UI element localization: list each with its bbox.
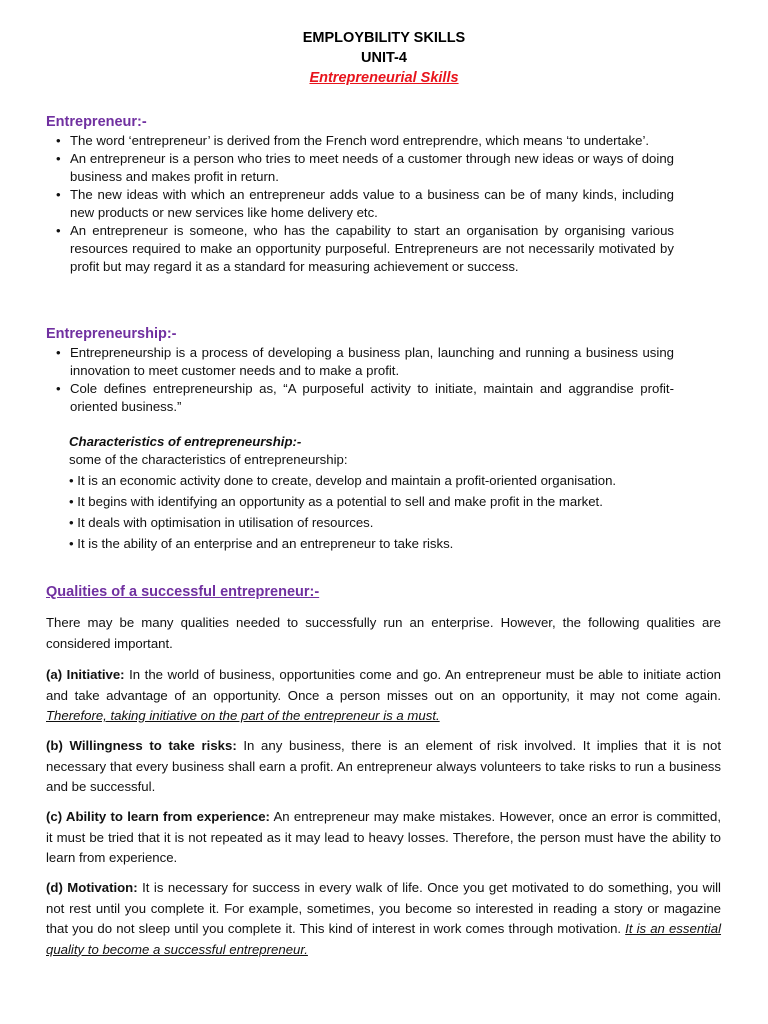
quality-label: (d) Motivation:	[46, 880, 138, 895]
list-item: • It begins with identifying an opportunity as a potential to sell and make profit in the market.	[69, 494, 603, 509]
list-item: • The word ‘entrepreneur’ is derived from the French word entreprendre, which means ‘to undertake’.	[52, 132, 674, 150]
quality-text: An entrepreneur may make mistakes. However, once an error is committed, it must be tried that it is not repeated as it may lead to heavy losses. Therefore, the person must have the ability to learn from experience.	[46, 809, 721, 865]
quality-text: It is necessary for success in every walk of life. Once you get motivated to do something, you will not rest until you complete it. For example, sometimes, you become so interested in reading a story or magazine that you do not sleep until you complete it. This kind of interest in work comes through motivation.	[46, 880, 721, 936]
quality-initiative	[46, 665, 721, 727]
characteristics-intro: some of the characteristics of entrepreneurship:	[69, 452, 348, 467]
quality-label: (c) Ability to learn from experience:	[46, 809, 270, 824]
quality-text: In any business, there is an element of risk involved. It implies that it is not necessary that every business shall earn a profit. An entrepreneur always volunteers to take risks to run a business and be successful.	[46, 738, 721, 794]
list-item: • An entrepreneur is a person who tries to meet needs of a customer through new ideas or ways of doing business and makes profit in return.	[52, 150, 674, 186]
list-item: • It is the ability of an enterprise and an entrepreneur to take risks.	[69, 536, 454, 551]
document-title: EMPLOYBILITY SKILLS	[302, 30, 466, 46]
entrepreneurship-bullet-list	[52, 344, 674, 416]
quality-risk-taking	[46, 736, 721, 798]
unit-label: UNIT-4	[361, 50, 407, 66]
list-item: • It deals with optimisation in utilisation of resources.	[69, 515, 374, 530]
quality-emphasis: Therefore, taking initiative on the part of the entrepreneur is a must.	[46, 708, 440, 723]
qualities-heading: Qualities of a successful entrepreneur:-	[46, 584, 320, 600]
quality-learning	[46, 807, 721, 869]
quality-emphasis: It is an essential quality to become a successful entrepreneur.	[46, 921, 722, 957]
document-subtitle: Entrepreneurial Skills	[309, 70, 459, 86]
characteristics-block	[69, 433, 675, 553]
entrepreneurship-heading: Entrepreneurship:-	[46, 326, 177, 342]
list-item: • Cole defines entrepreneurship as, “A purposeful activity to initiate, maintain and aggrandise profit-oriented business.”	[52, 380, 674, 416]
entrepreneur-heading: Entrepreneur:-	[46, 114, 147, 130]
quality-text: In the world of business, opportunities come and go. An entrepreneur must be able to initiate action and take advantage of an opportunity. Once a person misses out on an opportunity, it may not come again.	[46, 667, 721, 703]
list-item: • An entrepreneur is someone, who has the capability to start an organisation by organising various resources required to make an opportunity purposeful. Entrepreneurs are not necessarily motivated by profit but may regard it as a standard for measuring achievement or success.	[52, 222, 674, 276]
qualities-intro: There may be many qualities needed to successfully run an enterprise. However, the following qualities are considered important.	[46, 615, 721, 651]
entrepreneur-bullet-list	[52, 132, 674, 276]
quality-label: (a) Initiative:	[46, 667, 125, 682]
list-item: • The new ideas with which an entrepreneur adds value to a business can be of many kinds, including new products or new services like home delivery etc.	[52, 186, 674, 222]
document-header	[0, 28, 768, 89]
list-item: • Entrepreneurship is a process of developing a business plan, launching and running a business using innovation to meet customer needs and to make a profit.	[52, 344, 674, 380]
list-item: • It is an economic activity done to create, develop and maintain a profit-oriented organisation.	[69, 473, 617, 488]
quality-label: (b) Willingness to take risks:	[46, 738, 237, 753]
quality-motivation	[46, 878, 721, 960]
characteristics-heading: Characteristics of entrepreneurship:-	[69, 434, 302, 449]
